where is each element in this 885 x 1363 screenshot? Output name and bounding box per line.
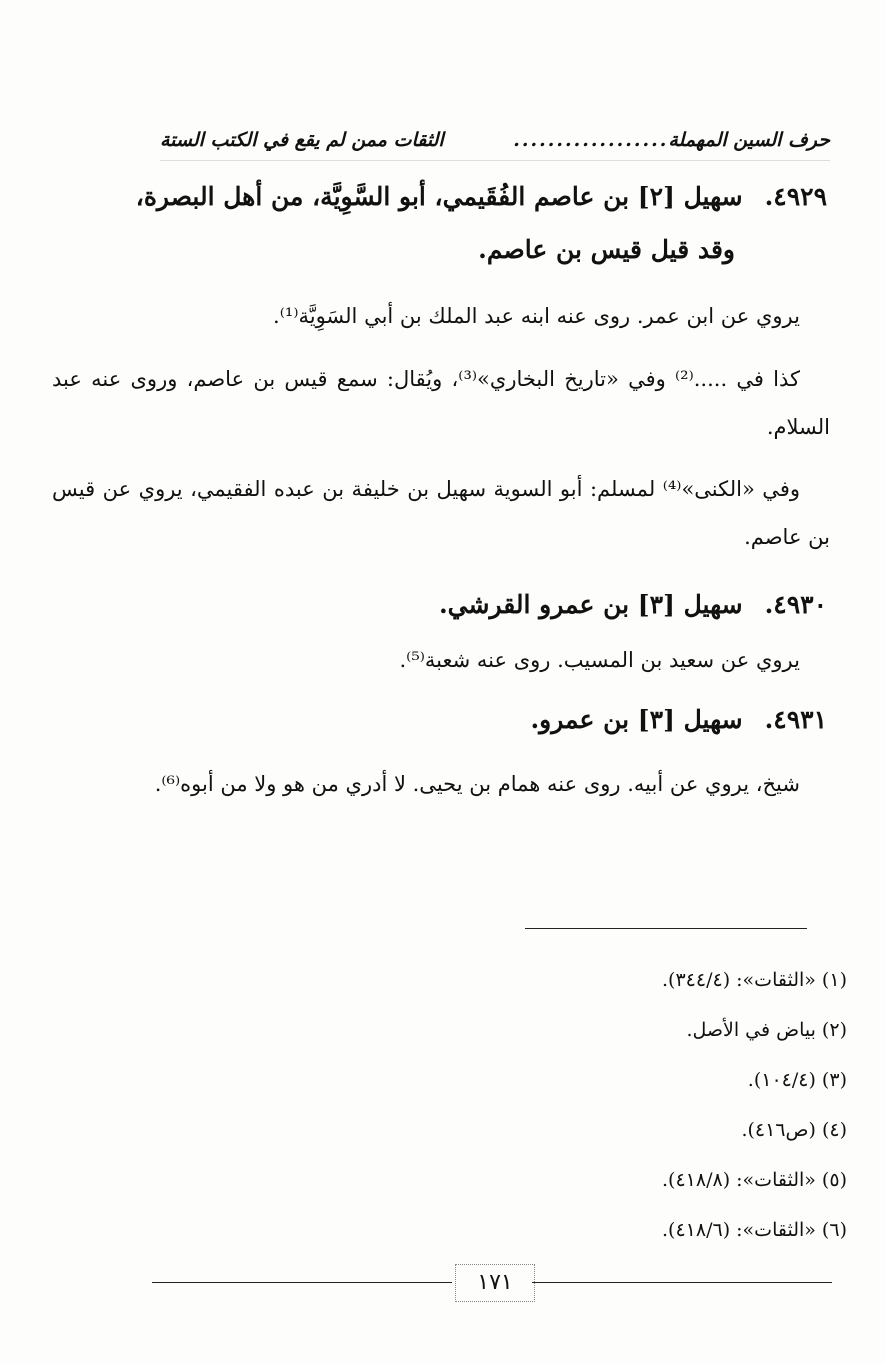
entry-title-4931: [530, 695, 827, 745]
footnote: (٣) (١٠٤/٤).: [747, 1069, 847, 1091]
footnote: (٦) «الثقات»: (٤١٨/٦).: [662, 1219, 847, 1241]
footnote: (١) «الثقات»: (٣٤٤/٤).: [662, 969, 847, 991]
header-leader-dots: ..................: [513, 129, 669, 151]
footer-rule-left: [152, 1282, 452, 1283]
footnote: (٥) «الثقات»: (٤١٨/٨).: [662, 1169, 847, 1191]
footer-rule-right: [532, 1282, 832, 1283]
page-footer: [152, 1262, 832, 1304]
entry-number: ٤٩٣٠.: [764, 590, 827, 619]
entry-paragraph: يروي عن ابن عمر. روى عنه ابنه عبد الملك بن أبي السَوِيَّة⁽¹⁾.: [273, 304, 800, 328]
entry-title-4929: [136, 172, 827, 222]
running-header: [160, 120, 830, 161]
footnote-separator: [525, 928, 807, 929]
entry-number: ٤٩٢٩.: [764, 182, 827, 211]
entry-name: سهيل [٣] بن عمرو القرشي.: [438, 590, 743, 619]
entry-paragraph: كذا في .....⁽²⁾ وفي «تاريخ البخاري»⁽³⁾، ويُقال: سمع قيس بن عاصم، وروى عنه عبد السلام.: [52, 367, 830, 439]
header-chapter: حرف السين المهملة: [668, 129, 830, 151]
footnote: (٢) بياض في الأصل.: [686, 1019, 847, 1041]
entry-title-4930: [439, 580, 827, 630]
page-number: ١٧١: [455, 1264, 535, 1302]
entry-paragraph: يروي عن سعيد بن المسيب. روى عنه شعبة⁽⁵⁾.: [399, 648, 800, 672]
header-book-title: الثقات ممن لم يقع في الكتب الستة: [160, 129, 444, 151]
footnotes-list: [300, 955, 847, 1255]
entry-paragraph: شيخ، يروي عن أبيه. روى عنه همام بن يحيى. لا أدري من هو ولا من أبوه⁽⁶⁾.: [154, 772, 800, 796]
entry-name: سهيل [٣] بن عمرو.: [530, 705, 743, 734]
entry-title-4929-line2: وقد قيل قيس بن عاصم.: [478, 235, 735, 264]
footnote: (٤) (ص٤١٦).: [741, 1119, 847, 1141]
entry-paragraph: وفي «الكنى»⁽⁴⁾ لمسلم: أبو السوية سهيل بن خليفة بن عبده الفقيمي، يروي عن قيس بن عاصم.: [52, 477, 830, 549]
entry-name: سهيل [٢] بن عاصم الفُقَيمي، أبو السَّوِيَّة، من أهل البصرة،: [135, 182, 743, 211]
entry-number: ٤٩٣١.: [764, 705, 827, 734]
